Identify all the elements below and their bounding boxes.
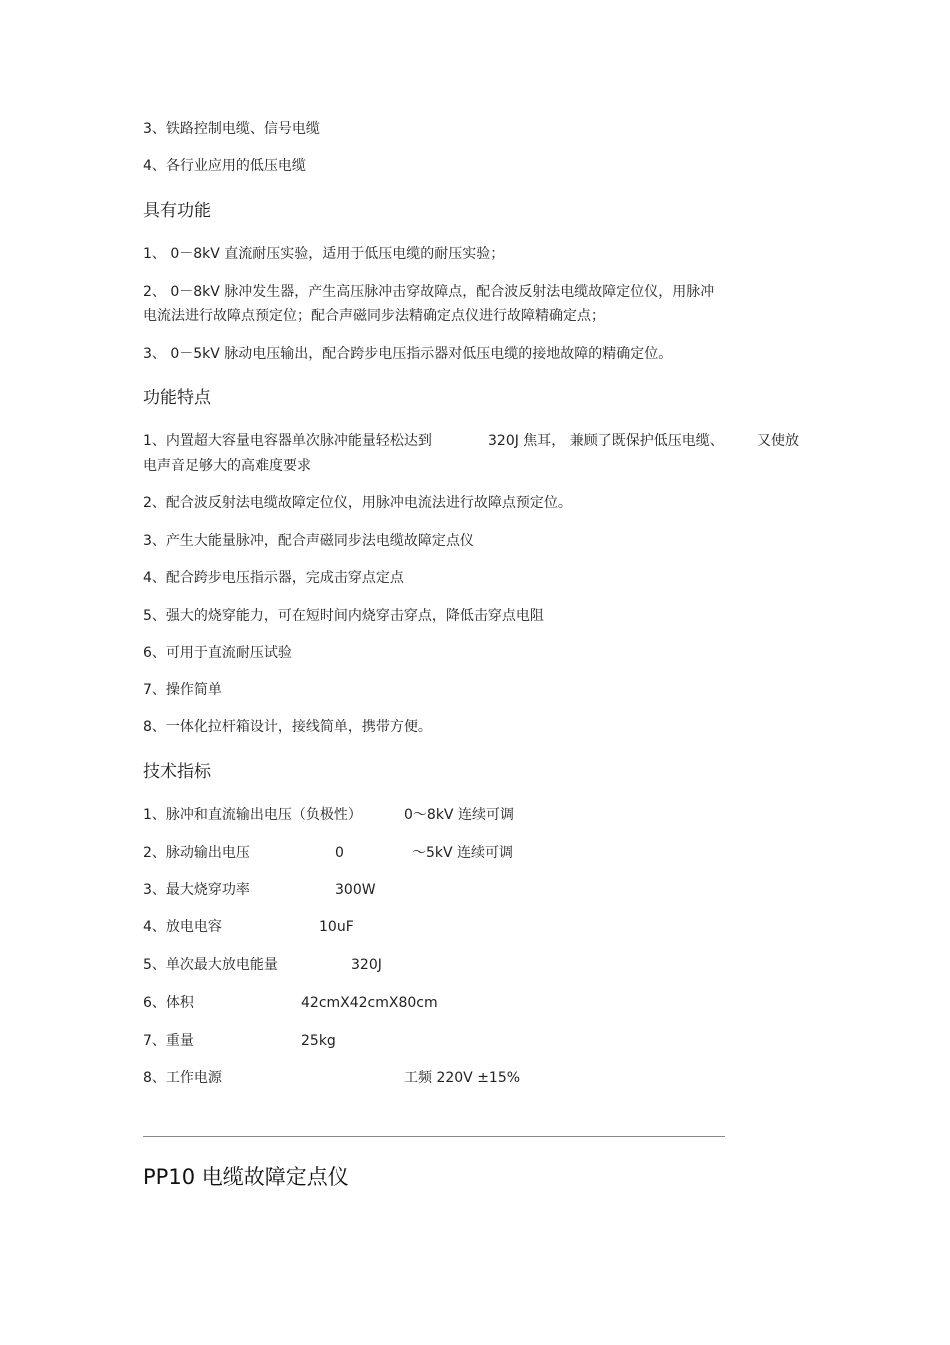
spec-value: 工频 220V ±15% (404, 1070, 521, 1086)
feature-item-1-part3: 又使放 (757, 433, 799, 449)
feature-item: 4、配合跨步电压指示器，完成击穿点定点 (143, 570, 404, 586)
feature-item: 5、强大的烧穿能力，可在短时间内烧穿击穿点，降低击穿点电阻 (143, 608, 544, 624)
spec-label: 3、最大烧穿功率 (143, 882, 250, 898)
feature-item-1-part1: 1、内置超大容量电容器单次脉冲能量轻松达到 (143, 433, 432, 449)
feature-item-1-line2: 电声音足够大的高难度要求 (143, 458, 311, 474)
section-heading-functions: 具有功能 (143, 201, 211, 221)
spec-value: 42cmX42cmX80cm (301, 995, 438, 1011)
feature-item: 7、操作简单 (143, 682, 222, 698)
section-title: PP10 电缆故障定点仪 (143, 1165, 349, 1189)
spec-label: 2、脉动输出电压 (143, 845, 250, 861)
feature-item: 2、配合波反射法电缆故障定位仪，用脉冲电流法进行故障点预定位。 (143, 495, 572, 511)
function-item: 3、 0－5kV 脉动电压输出，配合跨步电压指示器对低压电缆的接地故障的精确定位。 (143, 346, 673, 362)
section-heading-features: 功能特点 (143, 388, 211, 408)
spec-label: 4、放电电容 (143, 919, 222, 935)
feature-item: 3、产生大能量脉冲，配合声磁同步法电缆故障定点仪 (143, 533, 474, 549)
spec-value-unit: ～5kV 连续可调 (412, 845, 514, 861)
section-heading-specs: 技术指标 (143, 762, 211, 782)
function-item: 2、 0－8kV 脉冲发生器，产生高压脉冲击穿故障点，配合波反射法电缆故障定位仪，用脉冲 (143, 284, 715, 300)
spec-value: 10uF (319, 919, 354, 935)
divider (143, 1136, 725, 1137)
spec-label: 1、脉冲和直流输出电压（负极性） (143, 807, 362, 823)
spec-value: 25kg (301, 1033, 336, 1049)
spec-label: 5、单次最大放电能量 (143, 957, 278, 973)
spec-value: 300W (335, 882, 376, 898)
spec-value: 0 (335, 845, 344, 861)
spec-value: 320J (351, 957, 382, 973)
function-item-continued: 电流法进行故障点预定位；配合声磁同步法精确定点仪进行故障精确定点； (143, 308, 605, 324)
feature-item: 6、可用于直流耐压试验 (143, 645, 292, 661)
spec-label: 6、体积 (143, 995, 194, 1011)
list-item: 4、各行业应用的低压电缆 (143, 158, 306, 174)
feature-item-1-part2: 320J 焦耳， 兼顾了既保护低压电缆、 (488, 433, 724, 449)
spec-label: 7、重量 (143, 1033, 194, 1049)
spec-label: 8、工作电源 (143, 1070, 222, 1086)
list-item: 3、铁路控制电缆、信号电缆 (143, 121, 320, 137)
function-item: 1、 0－8kV 直流耐压实验，适用于低压电缆的耐压实验； (143, 246, 505, 262)
spec-value: 0～8kV 连续可调 (404, 807, 514, 823)
feature-item: 8、一体化拉杆箱设计，接线简单，携带方便。 (143, 719, 432, 735)
